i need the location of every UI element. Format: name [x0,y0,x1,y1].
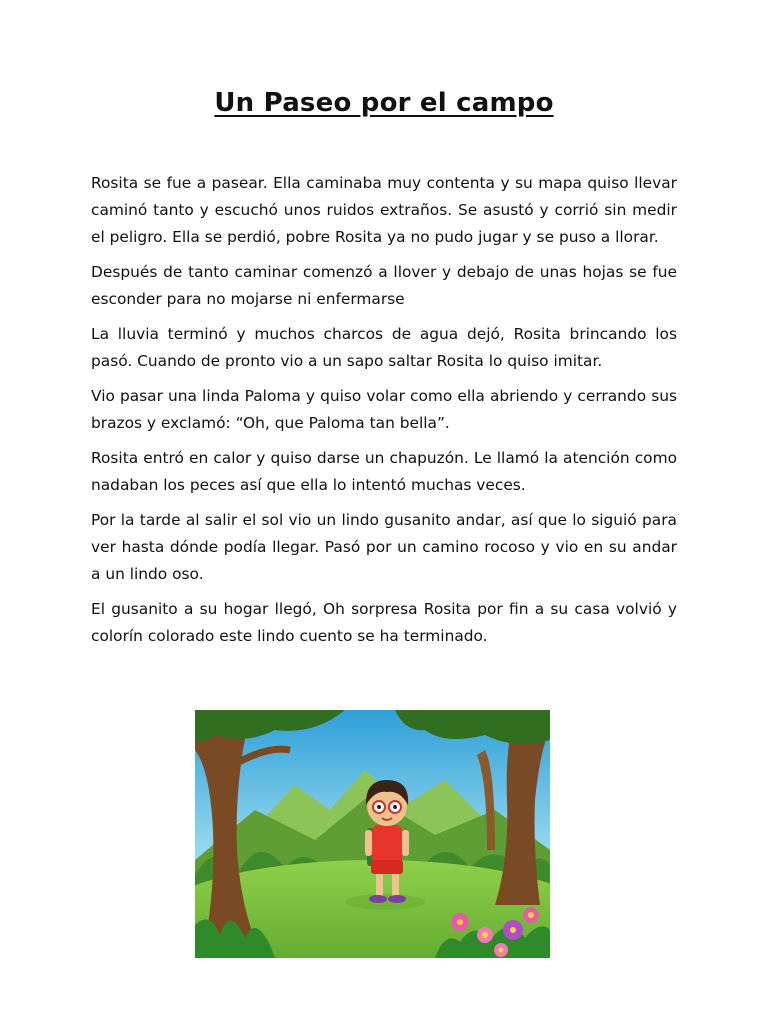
girl-left-leg [376,874,383,896]
paragraph-6: Por la tarde al salir el sol vio un lindo gusanito andar, así que lo siguió para ver hasta dónde podía llegar. Pasó por un camino rocoso y vio en su andar a un lindo oso. [91,511,677,583]
girl-shadow [345,894,425,910]
flower-center [482,932,488,938]
girl-left-arm [365,830,372,856]
forest-girl-illustration [195,710,550,958]
flower-center [510,927,516,933]
girl-shorts [371,860,403,874]
girl-left-eye [377,805,381,809]
flower-center [457,919,463,925]
girl-right-arm [402,830,409,856]
paragraph-1: Rosita se fue a pasear. Ella caminaba muy contenta y su mapa quiso llevar caminó tanto y escuchó unos ruidos extraños. Se asustó y corrió sin medir el peligro. Ella se perdió, pobre Rosita ya no pudo jugar y se puso a llorar. [91,174,677,246]
illustration-svg [195,710,550,958]
paragraph-7: El gusanito a su hogar llegó, Oh sorpresa Rosita por fin a su casa volvió y colorín colorado este lindo cuento se ha terminado. [91,600,677,645]
story-body [91,170,677,658]
girl-right-eye [393,805,397,809]
girl-left-shoe [369,895,387,903]
flower-center [499,948,504,953]
paragraph-5: Rosita entró en calor y quiso darse un chapuzón. Le llamó la atención como nadaban los peces así que ella lo intentó muchas veces. [91,449,677,494]
girl-right-leg [392,874,399,896]
paragraph-2: Después de tanto caminar comenzó a llover y debajo de unas hojas se fue esconder para no mojarse ni enfermarse [91,263,677,308]
flower-center [528,912,534,918]
paragraph-3: La lluvia terminó y muchos charcos de agua dejó, Rosita brincando los pasó. Cuando de pronto vio a un sapo saltar Rosita lo quiso imitar. [91,325,677,370]
paragraph-4: Vio pasar una linda Paloma y quiso volar como ella abriendo y cerrando sus brazos y exclamó: “Oh, que Paloma tan bella”. [91,387,677,432]
girl-right-shoe [388,895,406,903]
story-title: Un Paseo por el campo [214,88,554,118]
